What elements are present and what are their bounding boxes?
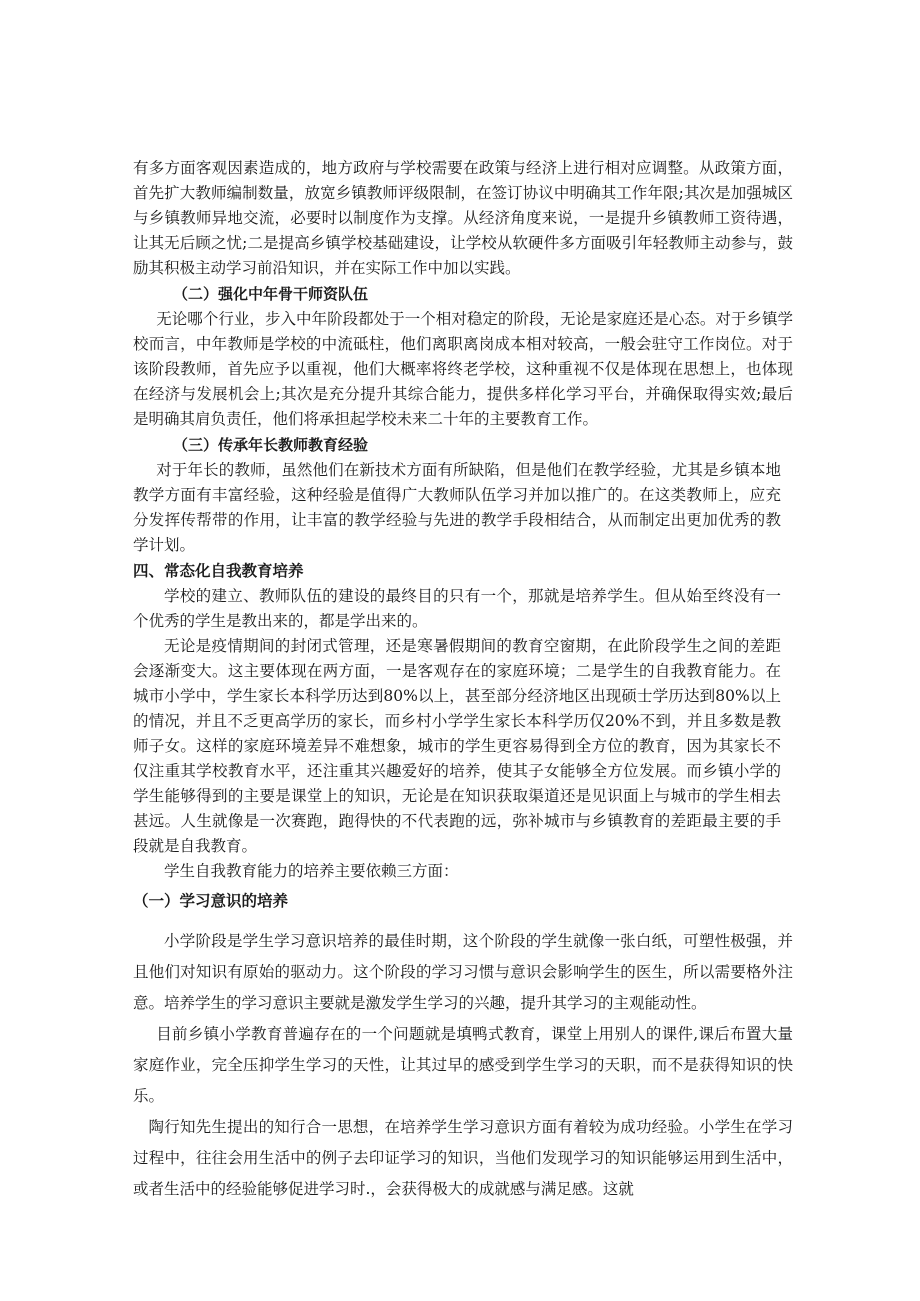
paragraph-training-students: 学校的建立、教师队伍的建设的最终目的只有一个，那就是培养学生。但从始至终没有一个优秀的学生是教出来的，都是学出来的。 [133,587,781,630]
paragraph-three-aspects: 学生自我教育能力的培养主要依赖三方面： [164,862,459,880]
heading-self-education: 四、常态化自我教育培养 [133,562,304,580]
document-body [133,156,793,1205]
heading-learning-awareness: （一）学习意识的培养 [133,892,289,910]
paragraph-senior-teachers: 对于年长的教师，虽然他们在新技术方面有所缺陷，但是他们在教学经验，尤其是乡镇本地教学方面有丰富经验，这种经验是值得广大教师队伍学习并加以推广的。在这类教师上，应充分发挥传帮带的作用，让丰富的教学经验与先进的教学手段相结合，从而制定出更加优秀的教学计划。 [133,461,781,554]
paragraph-cramming-education: 目前乡镇小学教育普遍存在的一个问题就是填鸭式教育，课堂上用别人的课件,课后布置大量家庭作业，完全压抑学生学习的天性，让其过早的感受到学生学习的天职，而不是获得知识的快乐。 [133,1025,793,1105]
heading-middle-aged-teachers: （二）强化中年骨干师资队伍 [173,285,369,303]
paragraph-tao-xingzhi: 陶行知先生提出的知行合一思想，在培养学生学习意识方面有着较为成功经验。小学生在学习过程中，往往会用生活中的例子去印证学习的知识，当他们发现学习的知识能够运用到生活中，或者生活中的经验能够促进学习时.，会获得极大的成就感与满足感。这就 [133,1118,793,1198]
paragraph-education-gap: 无论是疫情期间的封闭式管理，还是寒暑假期间的教育空窗期，在此阶段学生之间的差距会逐渐变大。这主要体现在两方面，一是客观存在的家庭环境；二是学生的自我教育能力。在城市小学中，学生家长本科学历达到80%以上，甚至部分经济地区出现硕士学历达到80%以上的情况，并且不乏更高学历的家长，而乡村小学学生家长本科学历仅20%不到，并且多数是教师子女。这样的家庭环境差异不难想象，城市的学生更容易得到全方位的教育，因为其家长不仅注重其学校教育水平，还注重其兴趣爱好的培养，使其子女能够全方位发展。而乡镇小学的学生能够得到的主要是课堂上的知识，无论是在知识获取渠道还是见识面上与城市的学生相去甚远。人生就像是一次赛跑，跑得快的不代表跑的远，弥补城市与乡镇教育的差距最主要的手段就是自我教育。 [133,637,781,855]
paragraph-policy-economy: 有多方面客观因素造成的，地方政府与学校需要在政策与经济上进行相对应调整。从政策方面，首先扩大教师编制数量，放宽乡镇教师评级限制，在签订协议中明确其工作年限;其次是加强城区与乡镇教师异地交流，必要时以制度作为支撑。从经济角度来说，一是提升乡镇教师工资待遇，让其无后顾之忧;二是提高乡镇学校基础建设，让学校从软硬件多方面吸引年轻教师主动参与，鼓励其积极主动学习前沿知识，并在实际工作中加以实践。 [133,159,793,277]
paragraph-middle-aged-teachers: 无论哪个行业，步入中年阶段都处于一个相对稳定的阶段，无论是家庭还是心态。对于乡镇学校而言，中年教师是学校的中流砥柱，他们离职离岗成本相对较高，一般会驻守工作岗位。对于该阶段教师，首先应予以重视，他们大概率将终老学校，这种重视不仅是体现在思想上，也体现在经济与发展机会上;其次是充分提升其综合能力，提供多样化学习平台，并确保取得实效;最后是明确其肩负责任，他们将承担起学校未来二十年的主要教育工作。 [133,310,793,428]
paragraph-primary-school-stage: 小学阶段是学生学习意识培养的最佳时期，这个阶段的学生就像一张白纸，可塑性极强，并且他们对知识有原始的驱动力。这个阶段的学习习惯与意识会影响学生的医生，所以需要格外注意。培养学生的学习意识主要就是激发学生学习的兴趣，提升其学习的主观能动性。 [133,932,793,1012]
heading-senior-teachers: （三）传承年长教师教育经验 [173,436,369,454]
